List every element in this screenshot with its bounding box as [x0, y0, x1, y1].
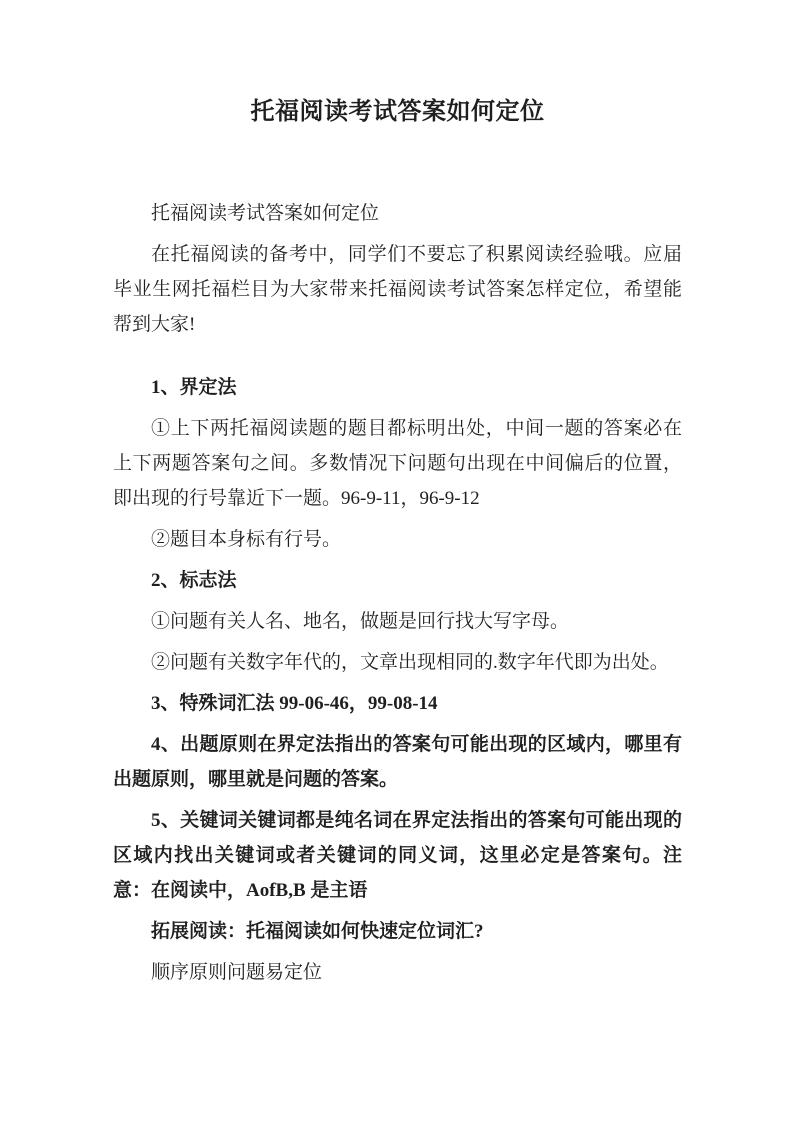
- section-2-point-2: ②问题有关数字年代的，文章出现相同的.数字年代即为出处。: [151, 652, 669, 673]
- section-1-point-2: ②题目本身标有行号。: [151, 529, 342, 550]
- document-title: 托福阅读考试答案如何定位: [250, 99, 545, 125]
- order-principle-line: 顺序原则问题易定位: [151, 962, 323, 983]
- section-2-heading: 2、标志法: [151, 570, 237, 591]
- section-3-heading: 3、特殊词汇法 99-06-46，99-08-14: [151, 693, 438, 714]
- section-2-point-1: ①问题有关人名、地名，做题是回行找大写字母。: [151, 611, 570, 632]
- intro-paragraph: 在托福阅读的备考中，同学们不要忘了积累阅读经验哦。应届毕业生网托福栏目为大家带来托福阅读考试答案怎样定位，希望能帮到大家!: [113, 244, 682, 335]
- section-1-point-1: ①上下两托福阅读题的题目都标明出处，中间一题的答案必在上下两题答案句之间。多数情况下问题句出现在中间偏后的位置，即出现的行号靠近下一题。96-9-11，96-9-12: [113, 418, 682, 509]
- document-content: [0, 92, 794, 990]
- section-1-heading: 1、界定法: [151, 377, 237, 398]
- extended-reading-heading: 拓展阅读：托福阅读如何快速定位词汇?: [151, 921, 484, 942]
- section-4-paragraph: 4、出题原则在界定法指出的答案句可能出现的区域内，哪里有出题原则，哪里就是问题的答案。: [113, 734, 682, 790]
- section-5-paragraph: 5、关键词关键词都是纯名词在界定法指出的答案句可能出现的区域内找出关键词或者关键词的同义词，这里必定是答案句。注意：在阅读中，AofB,B 是主语: [113, 810, 682, 901]
- intro-title-line: 托福阅读考试答案如何定位: [151, 203, 380, 224]
